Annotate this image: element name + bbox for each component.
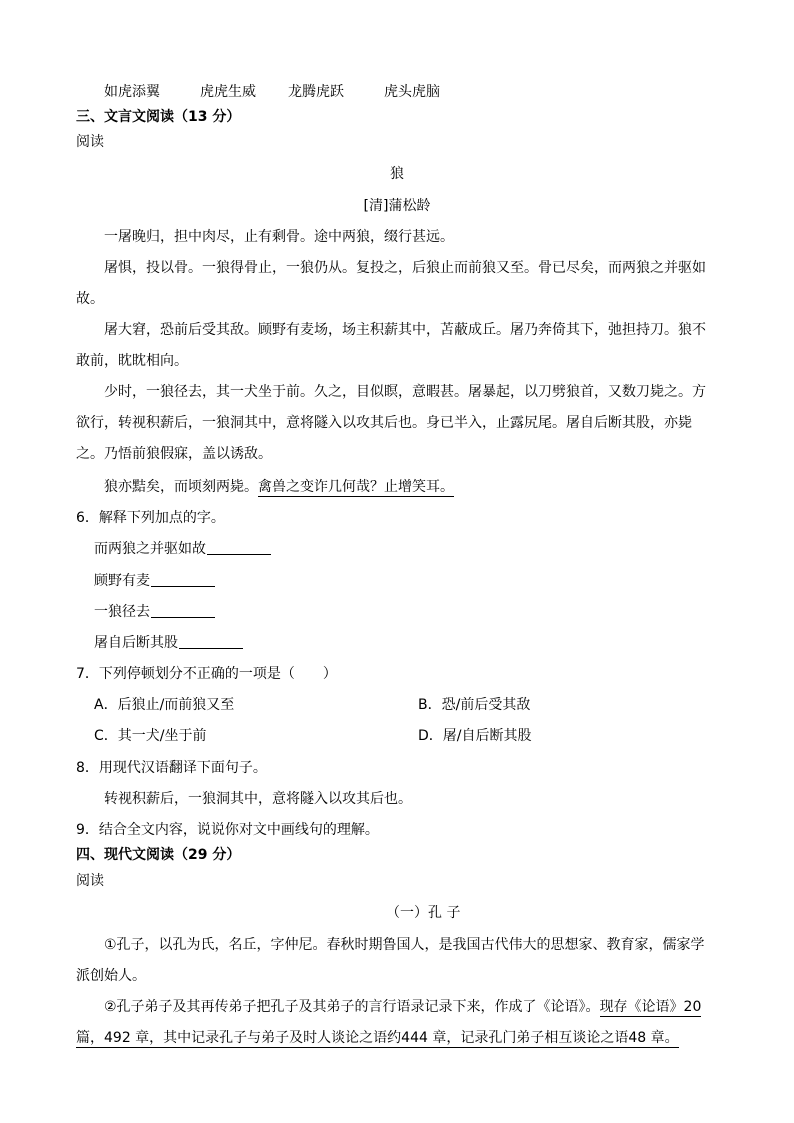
section3-read-label: 阅读 <box>76 134 104 150</box>
passage-p3-line2: 敢前，眈眈相向。 <box>76 353 188 369</box>
passage-p2-line1: 屠惧，投以骨。一狼得骨止，一狼仍从。复投之，后狼止而前狼又至。骨已尽矣，而两狼之并驱如 <box>104 260 706 276</box>
q6-item-1-text: 而两狼之并驱如故 <box>94 541 206 557</box>
answer-blank[interactable] <box>151 603 215 618</box>
section3-heading: 三、文言文阅读（13 分） <box>76 109 241 125</box>
passage-p4-line3: 之。乃悟前狼假寐，盖以诱敌。 <box>76 446 272 462</box>
idiom-1: 如虎添翼 <box>104 84 160 100</box>
underlined-passage-1: 现存《论语》20 <box>599 999 702 1015</box>
section4-heading: 四、现代文阅读（29 分） <box>76 847 241 863</box>
q6-item-4-text: 屠自后断其股 <box>94 635 178 651</box>
article-p2-line1 <box>104 997 701 1017</box>
passage-p4-line1: 少时，一狼径去，其一犬坐于前。久之，目似瞑，意暇甚。屠暴起，以刀劈狼首，又数刀毙之。方 <box>104 384 706 400</box>
question-9: 9．结合全文内容，说说你对文中画线句的理解。 <box>76 822 379 838</box>
passage-p5 <box>104 477 454 497</box>
answer-blank[interactable] <box>151 572 215 587</box>
idiom-2: 虎虎生威 <box>200 84 256 100</box>
poem-title: 狼 <box>390 166 404 182</box>
passage-p4-line2: 欲行，转视积薪后，一狼洞其中，意将隧入以攻其后也。身已半入，止露尻尾。屠自后断其股，亦毙 <box>76 415 692 431</box>
q7-option-a[interactable]: A．后狼止/而前狼又至 <box>94 697 235 713</box>
passage-p1: 一屠晚归，担中肉尽，止有剩骨。途中两狼，缀行甚远。 <box>104 229 454 245</box>
underlined-passage-2: 篇，492 章，其中记录孔子与弟子及时人谈论之语约444 章，记录孔门弟子相互谈论之语48 章。 <box>76 1030 679 1046</box>
q6-item-4 <box>94 633 243 653</box>
article-p2-line2 <box>76 1028 679 1048</box>
question-8: 8．用现代汉语翻译下面句子。 <box>76 760 267 776</box>
q6-item-2-text: 顾野有麦 <box>94 573 150 589</box>
article-title: （一）孔 子 <box>386 905 461 921</box>
q7-option-c[interactable]: C．其一犬/坐于前 <box>94 728 207 744</box>
q8-sentence: 转视积薪后，一狼洞其中，意将隧入以攻其后也。 <box>104 791 412 807</box>
question-7: 7．下列停顿划分不正确的一项是（ ） <box>76 666 337 682</box>
answer-blank[interactable] <box>207 540 271 555</box>
idiom-row <box>104 82 440 102</box>
passage-p2-line2: 故。 <box>76 291 104 307</box>
q6-item-3 <box>94 602 215 622</box>
passage-p3-line1: 屠大窘，恐前后受其敌。顾野有麦场，场主积薪其中，苫蔽成丘。屠乃奔倚其下，弛担持刀。狼不 <box>104 322 706 338</box>
idiom-3: 龙腾虎跃 <box>288 84 344 100</box>
article-p1-line1: ①孔子，以孔为氏，名丘，字仲尼。春秋时期鲁国人，是我国古代伟大的思想家、教育家，儒家学 <box>104 937 705 953</box>
q6-item-1 <box>94 539 271 559</box>
section4-read-label: 阅读 <box>76 873 104 889</box>
q7-option-b[interactable]: B．恐/前后受其敌 <box>418 697 531 713</box>
article-p2-text: ②孔子弟子及其再传弟子把孔子及其弟子的言行语录记录下来，作成了《论语》。 <box>104 999 600 1015</box>
q6-item-3-text: 一狼径去 <box>94 604 150 620</box>
q7-option-d[interactable]: D．屠/自后断其股 <box>418 728 532 744</box>
underlined-sentence: 禽兽之变诈几何哉？止增笑耳。 <box>258 479 454 495</box>
question-6: 6．解释下列加点的字。 <box>76 510 225 526</box>
idiom-4: 虎头虎脑 <box>384 84 440 100</box>
answer-blank[interactable] <box>179 634 243 649</box>
q6-item-2 <box>94 571 215 591</box>
poem-author: [清]蒲松龄 <box>363 198 431 214</box>
passage-p5-text: 狼亦黠矣，而顷刻两毙。 <box>104 479 258 495</box>
article-p1-line2: 派创始人。 <box>76 968 146 984</box>
